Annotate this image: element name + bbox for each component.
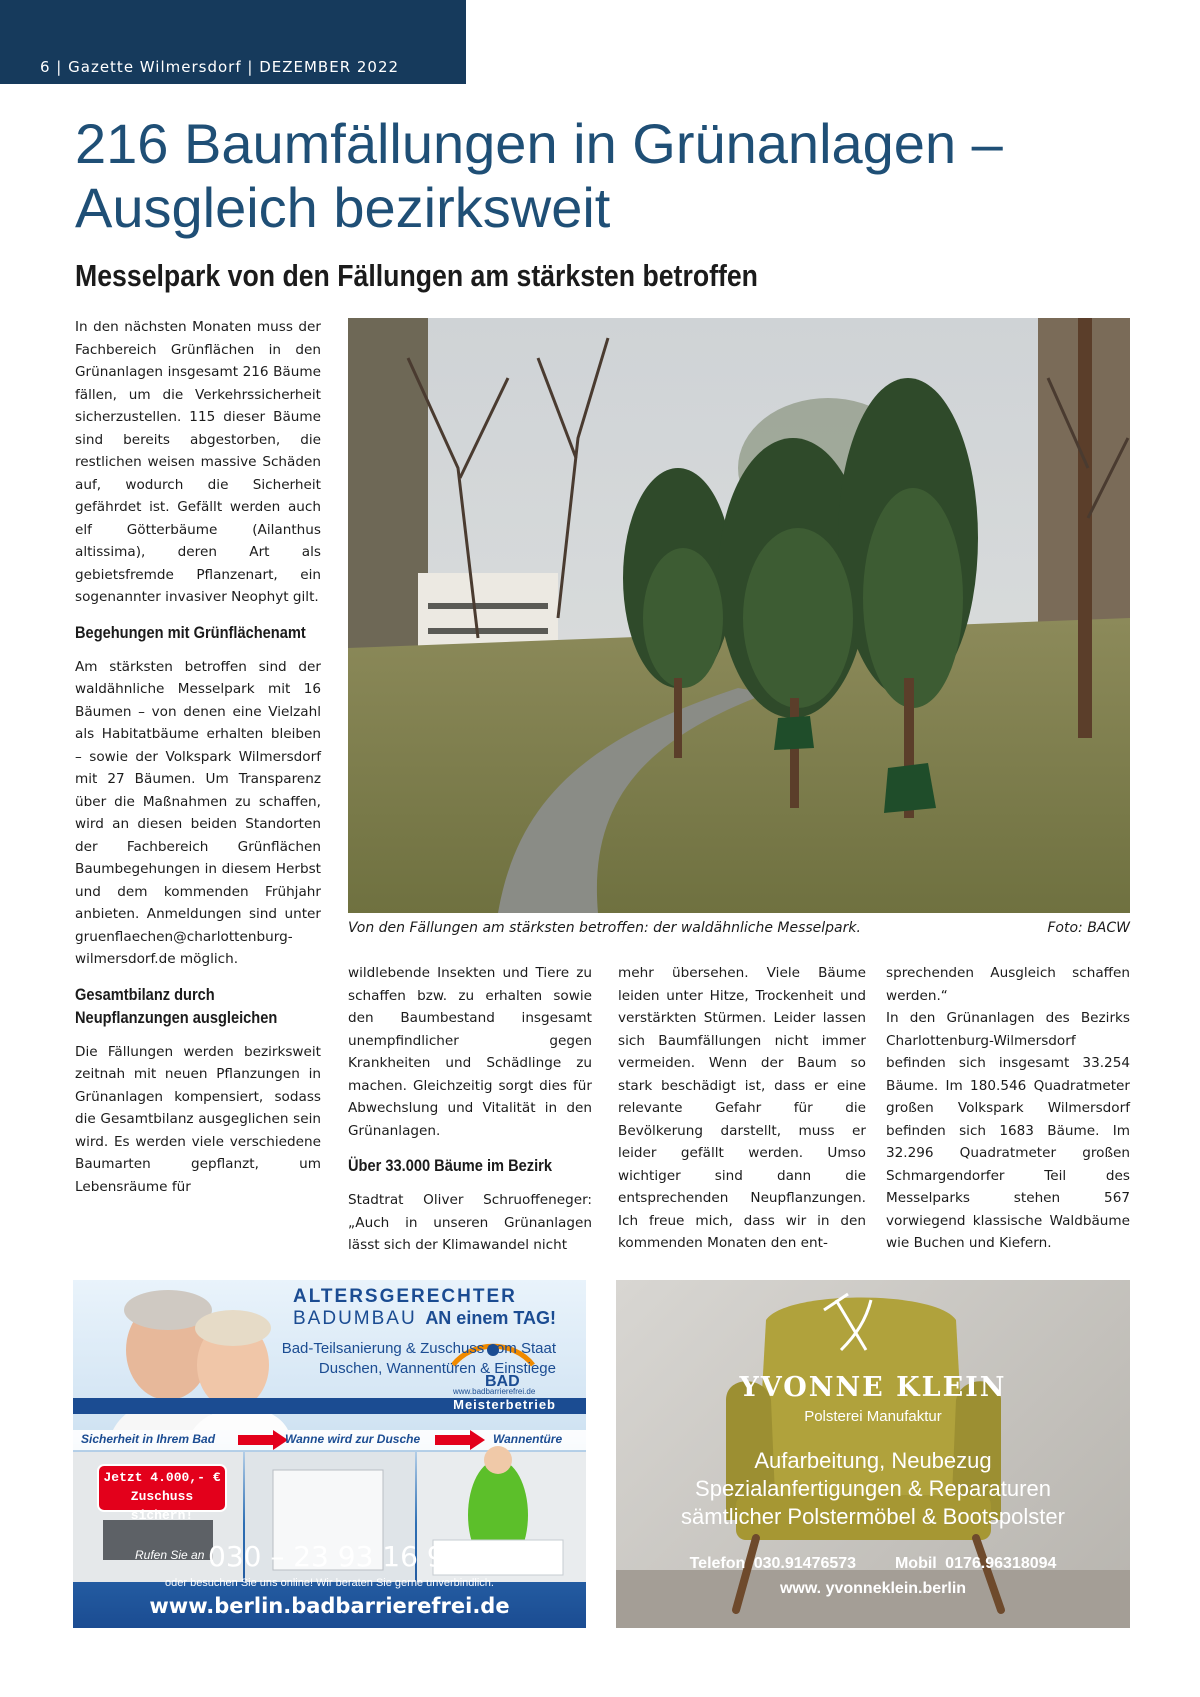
paragraph-intro: In den nächsten Monaten muss der Fachbereich Grünflächen in den Grünanlagen insgesamt 216 Bäume fällen, um die Verkehrssicherheit sicherzustellen. 115 dieser Bäume sind bereits abgestorben, die restlichen weisen massive Schäden auf, wodurch die Sicherheit gefährdet ist. Gefällt werden auch elf Götterbäume (Ailanthus altissima), deren Art als gebietsfremde Pflanzenart, ein sogenannter invasiver Neophyt gilt. (75, 319, 321, 605)
article-column-4 (886, 962, 1130, 1255)
ad-bad-logo-sub: Meisterbetrieb (453, 1397, 556, 1412)
ad-bad-phone[interactable]: 030 – 23 93 16 93 (208, 1540, 463, 1573)
ad-bad-badge (98, 1468, 226, 1525)
ad-badumbau[interactable] (73, 1280, 586, 1628)
photo-caption (348, 920, 1130, 936)
ad-polsterei[interactable] (616, 1280, 1130, 1628)
ad-bad-website[interactable]: www.berlin.badbarrierefrei.de (149, 1594, 510, 1618)
ad-bad-line-2: Duschen, Wannentüren & Einstiege (318, 1360, 556, 1377)
section-heading-gesamtbilanz-2: Neupflanzungen ausgleichen (75, 1007, 278, 1027)
issue-header-bar (0, 0, 466, 84)
ad-bad-call-prefix: Rufen Sie an (135, 1548, 205, 1562)
ad-bad-headline-bold: ALTERSGERECHTER (293, 1286, 517, 1307)
paragraph-gesamtbilanz: Die Fällungen werden bezirksweit zeitnah mit neuen Pflanzungen in Grünanlagen kompensiert, sodass die Gesamtbilanz ausgeglichen sein wird. Es werden viele verschiedene Baumarten gepflanzt, um Lebensräume für (75, 1043, 321, 1195)
ad-bad-headline-rest: BADUMBAU (293, 1308, 417, 1329)
ad-bad-label-2: Wanne wird zur Dusche (285, 1432, 421, 1446)
ad-polster-line-3: sämtlicher Polstermöbel & Bootspolster (681, 1504, 1065, 1529)
ad-bad-logo-url: www.badbarrierefrei.de (453, 1387, 536, 1396)
article-column-1 (75, 316, 321, 1198)
ad-polster-mobile[interactable]: Mobil 0176.96318094 (894, 1555, 1057, 1572)
article-column-2 (348, 962, 592, 1257)
caption-text: Von den Fällungen am stärksten betroffen: der waldähnliche Messelpark. (348, 920, 861, 936)
ad-bad-label-3: Wannentüre (493, 1432, 563, 1446)
paragraph-begehungen: Am stärksten betroffen sind der waldähnliche Messelpark mit 16 Bäumen – von denen eine Vielzahl als Habitatbäume erhalten bleiben – sowie der Volkspark Wilmersdorf mit 27 Bäumen. Um Transparenz über die Maßnahmen zu schaffen, wird an diesen beiden Standorten der Fachbereich Grünflächen Baumbegehungen in diesem Herbst und dem kommenden Frühjahr anbieten. Anmeldungen sind unter gruenflaechen@charlottenburg-wilmersdorf.de möglich. (75, 658, 321, 967)
ad-bad-label-1: Sicherheit in Ihrem Bad (81, 1432, 216, 1446)
ad-bad-logo-word: BAD (485, 1373, 520, 1390)
ad-polster-website[interactable]: www. yvonneklein.berlin (779, 1580, 967, 1597)
ad-polster-brand-sub: Polsterei Manufaktur (804, 1408, 942, 1425)
issue-header-text: 6 | Gazette Wilmersdorf | DEZEMBER 2022 (40, 58, 400, 76)
section-heading-baeume-im-bezirk: Über 33.000 Bäume im Bezirk (348, 1156, 552, 1175)
ad-polster-line-2: Spezialanfertigungen & Reparaturen (695, 1476, 1051, 1501)
paragraph-stadtrat: Stadtrat Oliver Schruoffeneger: „Auch in unseren Grünanlagen lässt sich der Klimawandel nicht (348, 1192, 592, 1253)
paragraph-insekten: wildlebende Insekten und Tiere zu schaffen bzw. zu erhalten sowie den Baumbestand insgesamt unempfindlicher gegen Krankheiten und Schädlinge zu machen. Gleichzeitig sorgt dies für Abwechslung und Vitalität in den Grünanlagen. (348, 965, 592, 1139)
ad-bad-badge-line-1: Jetzt 4.000,- € (103, 1470, 221, 1485)
section-heading-begehungen: Begehungen mit Grünflächenamt (75, 622, 306, 642)
ad-bad-headline-2: AN einem TAG! (425, 1308, 556, 1328)
ad-bad-online-text: oder besuchen Sie uns online! Wir beraten Sie gerne unverbindlich. (165, 1577, 494, 1589)
article-title: 216 Baumfällungen in Grünanlagen – Ausgleich bezirksweit (75, 112, 1003, 239)
ad-polster-brand: YVONNE KLEIN (739, 1372, 1007, 1403)
photo-credit: Foto: BACW (1047, 920, 1130, 936)
ad-polster-phone[interactable]: Telefon 030.91476573 (689, 1555, 857, 1572)
paragraph-zitat-ende: sprechenden Ausgleich schaffen werden.“ (886, 965, 1130, 1004)
ad-polster-contact (616, 1555, 1130, 1573)
article-subtitle: Messelpark von den Fällungen am stärksten betroffen (75, 258, 758, 293)
article-column-3 (618, 962, 866, 1255)
ad-bad-line-1: Bad-Teilsanierung & Zuschuss vom Staat (281, 1340, 556, 1357)
ad-bad-badge-line-2: Zuschuss sichern! (130, 1489, 194, 1523)
paragraph-zitat: mehr übersehen. Viele Bäume leiden unter Hitze, Trockenheit und verstärkten Stürmen. Leider lassen sich Baumfällungen nicht immer vermeiden. Wenn der Baum so stark beschädigt ist, dass er eine relevante Gefahr für die Bevölkerung darstellt, muss er leider gefällt werden. Umso wichtiger sind dann die entsprechenden Neupflanzungen. Ich freue mich, dass wir in den kommenden Monaten den ent- (618, 965, 866, 1251)
paragraph-baumbestand: In den Grünanlagen des Bezirks Charlottenburg-Wilmersdorf befinden sich insgesamt 33.254 Bäume. Im 180.546 Quadratmeter großen Volkspark Wilmersdorf befinden sich 1683 Bäume. Im 32.296 Quadratmeter großen Schmargendorfer Teil des Messelparks stehen 567 vorwiegend klassische Waldbäume wie Buchen und Kiefern. (886, 1010, 1130, 1251)
ad-polster-line-1: Aufarbeitung, Neubezug (754, 1448, 992, 1473)
section-heading-gesamtbilanz-1: Gesamtbilanz durch (75, 984, 215, 1004)
park-photo (348, 318, 1130, 913)
